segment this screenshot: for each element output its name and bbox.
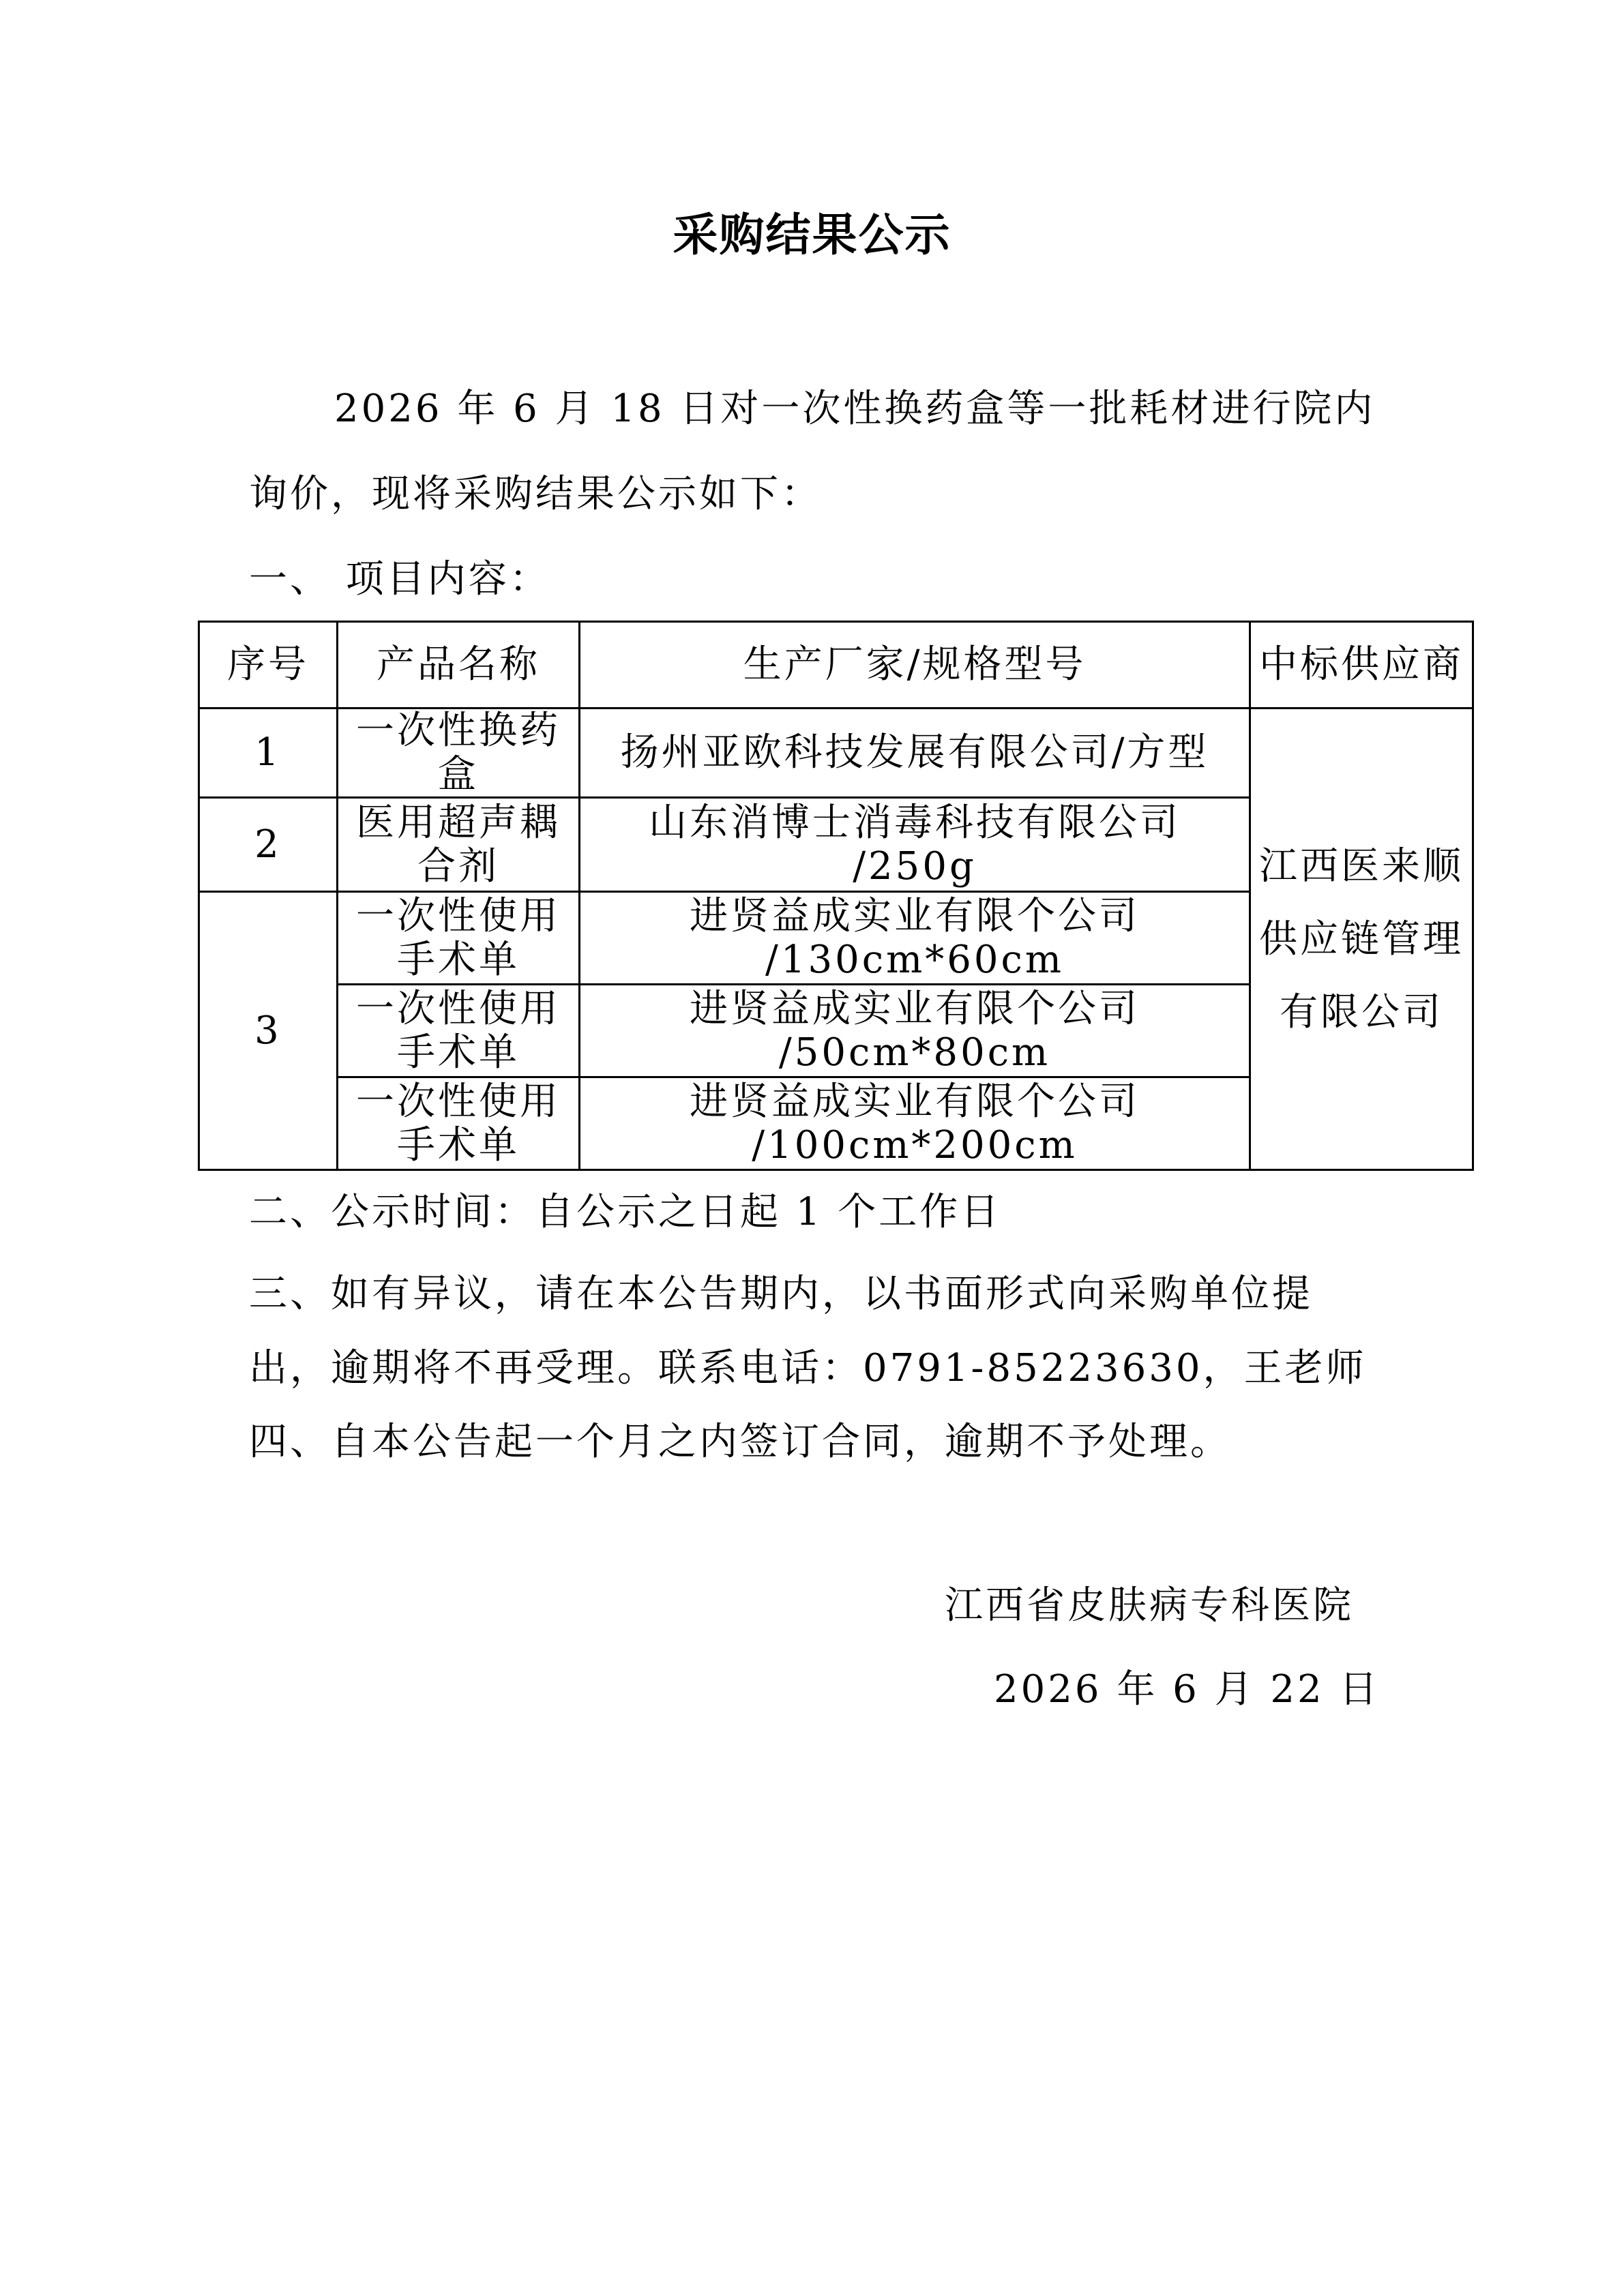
- product-name: [338, 798, 580, 892]
- maker-spec: [580, 798, 1250, 892]
- section-1-heading: 一、 项目内容：: [249, 557, 550, 601]
- product-name: [338, 892, 580, 985]
- supplier-cell: [1250, 709, 1473, 1170]
- maker-spec-line: /250g: [853, 844, 977, 889]
- signature-date: 2026 年 6 月 22 日: [994, 1667, 1381, 1712]
- product-name-line: 手术单: [397, 1122, 520, 1167]
- product-name-line: 一次性使用: [356, 1079, 561, 1124]
- section-3-line-2: 出，逾期将不再受理。联系电话：0791-85223630，王老师: [249, 1346, 1367, 1390]
- intro-line-2: 询价，现将采购结果公示如下：: [249, 472, 822, 516]
- table-header-row: [199, 622, 1473, 709]
- header-supplier: 中标供应商: [1250, 622, 1473, 709]
- section-3-line-1: 三、如有异议，请在本公告期内，以书面形式向采购单位提: [249, 1272, 1313, 1316]
- signature-organization: 江西省皮肤病专科医院: [945, 1583, 1354, 1628]
- maker-spec-line: 进贤益成实业有限个公司: [690, 986, 1140, 1031]
- product-name-line: 手术单: [397, 1030, 520, 1075]
- product-name-line: 一次性使用: [356, 986, 561, 1031]
- maker-spec-line: 进贤益成实业有限个公司: [690, 1079, 1140, 1124]
- maker-spec-line: /100cm*200cm: [752, 1122, 1078, 1167]
- intro-line-1: 2026 年 6 月 18 日对一次性换药盒等一批耗材进行院内: [334, 387, 1376, 431]
- maker-spec-line: 扬州亚欧科技发展有限公司/方型: [620, 730, 1209, 775]
- maker-spec-line: /50cm*80cm: [778, 1030, 1051, 1075]
- product-name-line: 合剂: [417, 844, 499, 889]
- maker-spec: [580, 892, 1250, 985]
- header-product-name: 产品名称: [338, 622, 580, 709]
- supplier-line: 有限公司: [1280, 989, 1443, 1034]
- supplier-line: 供应链管理: [1259, 916, 1464, 961]
- maker-spec: [580, 1077, 1250, 1170]
- product-name-line: 盒: [438, 752, 479, 796]
- supplier-line: 江西医来顺: [1259, 844, 1464, 889]
- product-name-line: 一次性使用: [356, 893, 561, 938]
- product-name-line: 医用超声耦: [356, 800, 561, 845]
- header-maker-spec: 生产厂家/规格型号: [580, 622, 1250, 709]
- row-no: 3: [199, 892, 338, 1170]
- maker-spec-line: 进贤益成实业有限个公司: [690, 893, 1140, 938]
- product-name: [338, 985, 580, 1077]
- product-name: [338, 709, 580, 798]
- results-table: [198, 621, 1474, 1171]
- maker-spec-line: /130cm*60cm: [765, 937, 1064, 982]
- product-name-line: 一次性换药: [356, 709, 561, 753]
- row-no: 2: [199, 798, 338, 892]
- table-row: [199, 709, 1473, 798]
- header-no: 序号: [199, 622, 338, 709]
- section-2-publicity-period: 二、公示时间：自公示之日起 1 个工作日: [249, 1190, 1002, 1234]
- maker-spec: [580, 709, 1250, 798]
- maker-spec-line: 山东消博士消毒科技有限公司: [649, 800, 1181, 845]
- product-name-line: 手术单: [397, 937, 520, 982]
- section-4-contract-notice: 四、自本公告起一个月之内签订合同，逾期不予处理。: [249, 1420, 1231, 1464]
- page-title: 采购结果公示: [673, 209, 951, 261]
- row-no: 1: [199, 709, 338, 798]
- maker-spec: [580, 985, 1250, 1077]
- product-name: [338, 1077, 580, 1170]
